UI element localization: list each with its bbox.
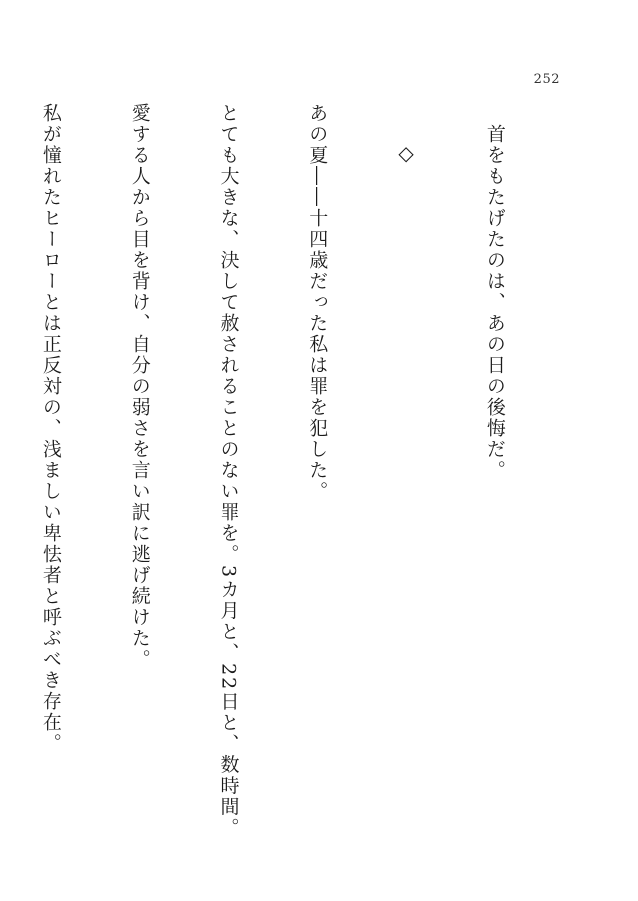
page-number: 252: [533, 72, 560, 87]
text-line-4: 愛する人から目を背け、自分の弱さを言い訳に逃げ続けた。: [128, 103, 151, 670]
vertical-text-body: [0, 103, 568, 863]
text-line-3: とても大きな、決して赦されることのない罪を。3カ月と、22日と、数時間。: [217, 103, 240, 839]
section-break-diamond: ◇: [394, 141, 419, 167]
text-line-5: 私が憧れたヒーローとは正反対の、浅ましい卑怯者と呼ぶべき存在。: [39, 103, 62, 754]
text-line-1: 首をもたげたのは、あの日の後悔だ。: [483, 103, 506, 481]
text-line-2: あの夏――十四歳だった私は罪を犯した。: [306, 103, 329, 502]
